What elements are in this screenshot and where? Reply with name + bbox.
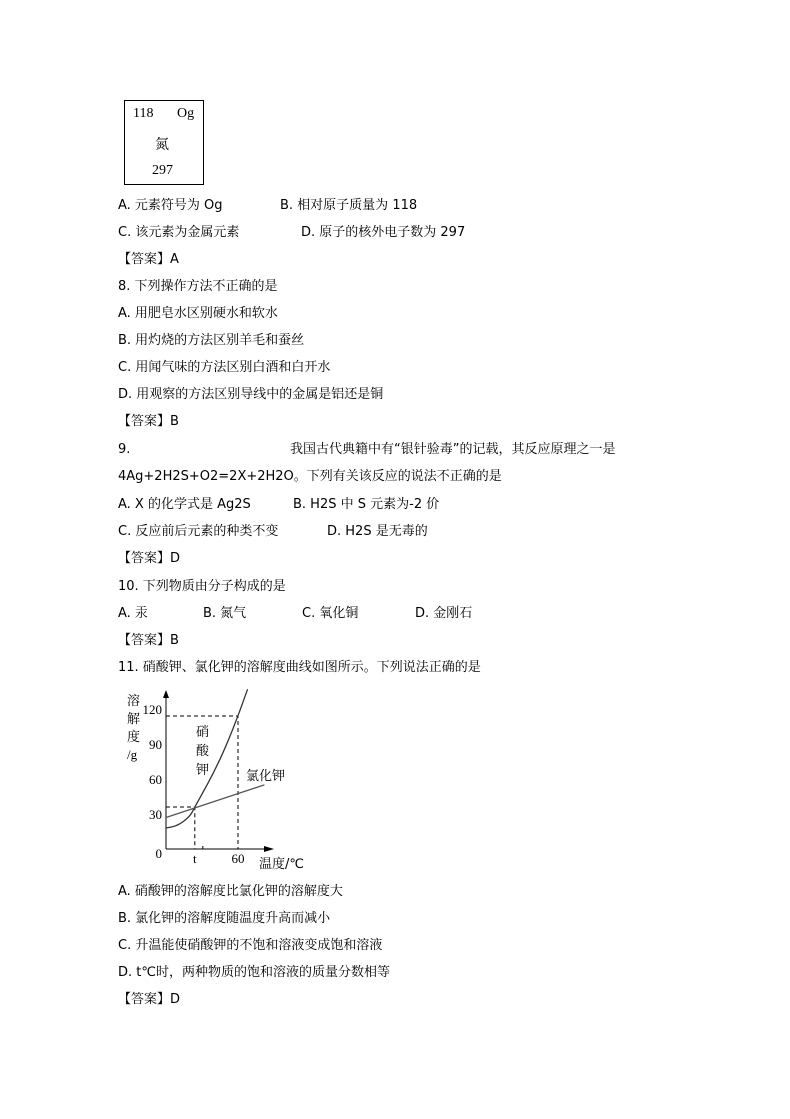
ylabel-char: 解 <box>127 712 141 727</box>
curve-kcl <box>166 785 264 818</box>
y-axis-arrow <box>163 690 169 698</box>
option-8c: C. 用闻气味的方法区别白酒和白开水 <box>118 360 331 375</box>
kno3-label-char: 酸 <box>196 744 210 759</box>
x-tick-label: 60 <box>231 851 245 866</box>
option-10d: D. 金刚石 <box>415 606 473 621</box>
option-11a: A. 硝酸钾的溶解度比氯化钾的溶解度大 <box>118 884 343 899</box>
answer-9: 【答案】D <box>118 551 181 566</box>
option-8a: A. 用肥皂水区别硬水和软水 <box>118 306 278 321</box>
y-tick-label: 30 <box>149 807 162 822</box>
x-tick-label: t <box>192 851 197 866</box>
ylabel-unit: /g <box>127 747 138 762</box>
x-axis-arrow <box>264 846 274 852</box>
y-tick-label: 120 <box>142 702 162 717</box>
answer-8: 【答案】B <box>118 414 179 429</box>
element-name: 氮 <box>155 137 169 153</box>
ylabel-char: 溶 <box>127 694 141 709</box>
option-7b: B. 相对原子质量为 118 <box>280 198 418 213</box>
answer-10: 【答案】B <box>118 633 179 648</box>
option-7a: A. 元素符号为 Og <box>118 198 223 213</box>
option-11d: D. t℃时，两种物质的饱和溶液的质量分数相等 <box>118 965 390 980</box>
solubility-chart <box>118 688 318 873</box>
option-11b: B. 氯化钾的溶解度随温度升高而减小 <box>118 911 331 926</box>
option-9a: A. X 的化学式是 Ag2S <box>118 497 251 512</box>
option-11c: C. 升温能使硝酸钾的不饱和溶液变成饱和溶液 <box>118 938 383 953</box>
question-11: 11. 硝酸钾、氯化钾的溶解度曲线如图所示。下列说法正确的是 <box>118 660 481 675</box>
element-symbol: Og <box>177 106 195 121</box>
answer-7: 【答案】A <box>118 252 179 267</box>
y-tick-label: 60 <box>149 772 162 787</box>
option-8b: B. 用灼烧的方法区别羊毛和蚕丝 <box>118 333 305 348</box>
option-8d: D. 用观察的方法区别导线中的金属是铝还是铜 <box>118 387 384 402</box>
option-10b: B. 氮气 <box>203 606 247 621</box>
question-8: 8. 下列操作方法不正确的是 <box>118 279 278 294</box>
option-7c: C. 该元素为金属元素 <box>118 225 240 240</box>
option-9d: D. H2S 是无毒的 <box>327 524 428 539</box>
question-9-number: 9. <box>118 442 131 457</box>
kcl-label: 氯化钾 <box>246 769 286 784</box>
kno3-label-char: 硝 <box>196 725 210 740</box>
atomic-mass: 297 <box>152 163 173 178</box>
option-10c: C. 氧化铜 <box>302 606 359 621</box>
xlabel: 温度/℃ <box>259 857 304 872</box>
atomic-number: 118 <box>133 106 154 121</box>
option-10a: A. 汞 <box>118 606 148 621</box>
ylabel-char: 度 <box>127 730 141 745</box>
question-10: 10. 下列物质由分子构成的是 <box>118 579 286 594</box>
y-tick-label: 90 <box>149 737 162 752</box>
question-9-equation: 4Ag+2H2S+O2=2X+2H2O。下列有关该反应的说法不正确的是 <box>118 469 502 484</box>
element-card <box>124 100 204 185</box>
question-9-stem: 我国古代典籍中有“银针验毒”的记载，其反应原理之一是 <box>290 442 616 457</box>
option-9c: C. 反应前后元素的种类不变 <box>118 524 279 539</box>
answer-11: 【答案】D <box>118 992 181 1007</box>
option-9b: B. H2S 中 S 元素为-2 价 <box>293 497 440 512</box>
kno3-label-char: 钾 <box>196 763 210 778</box>
y-tick-label: 0 <box>155 846 162 861</box>
option-7d: D. 原子的核外电子数为 297 <box>301 225 466 240</box>
